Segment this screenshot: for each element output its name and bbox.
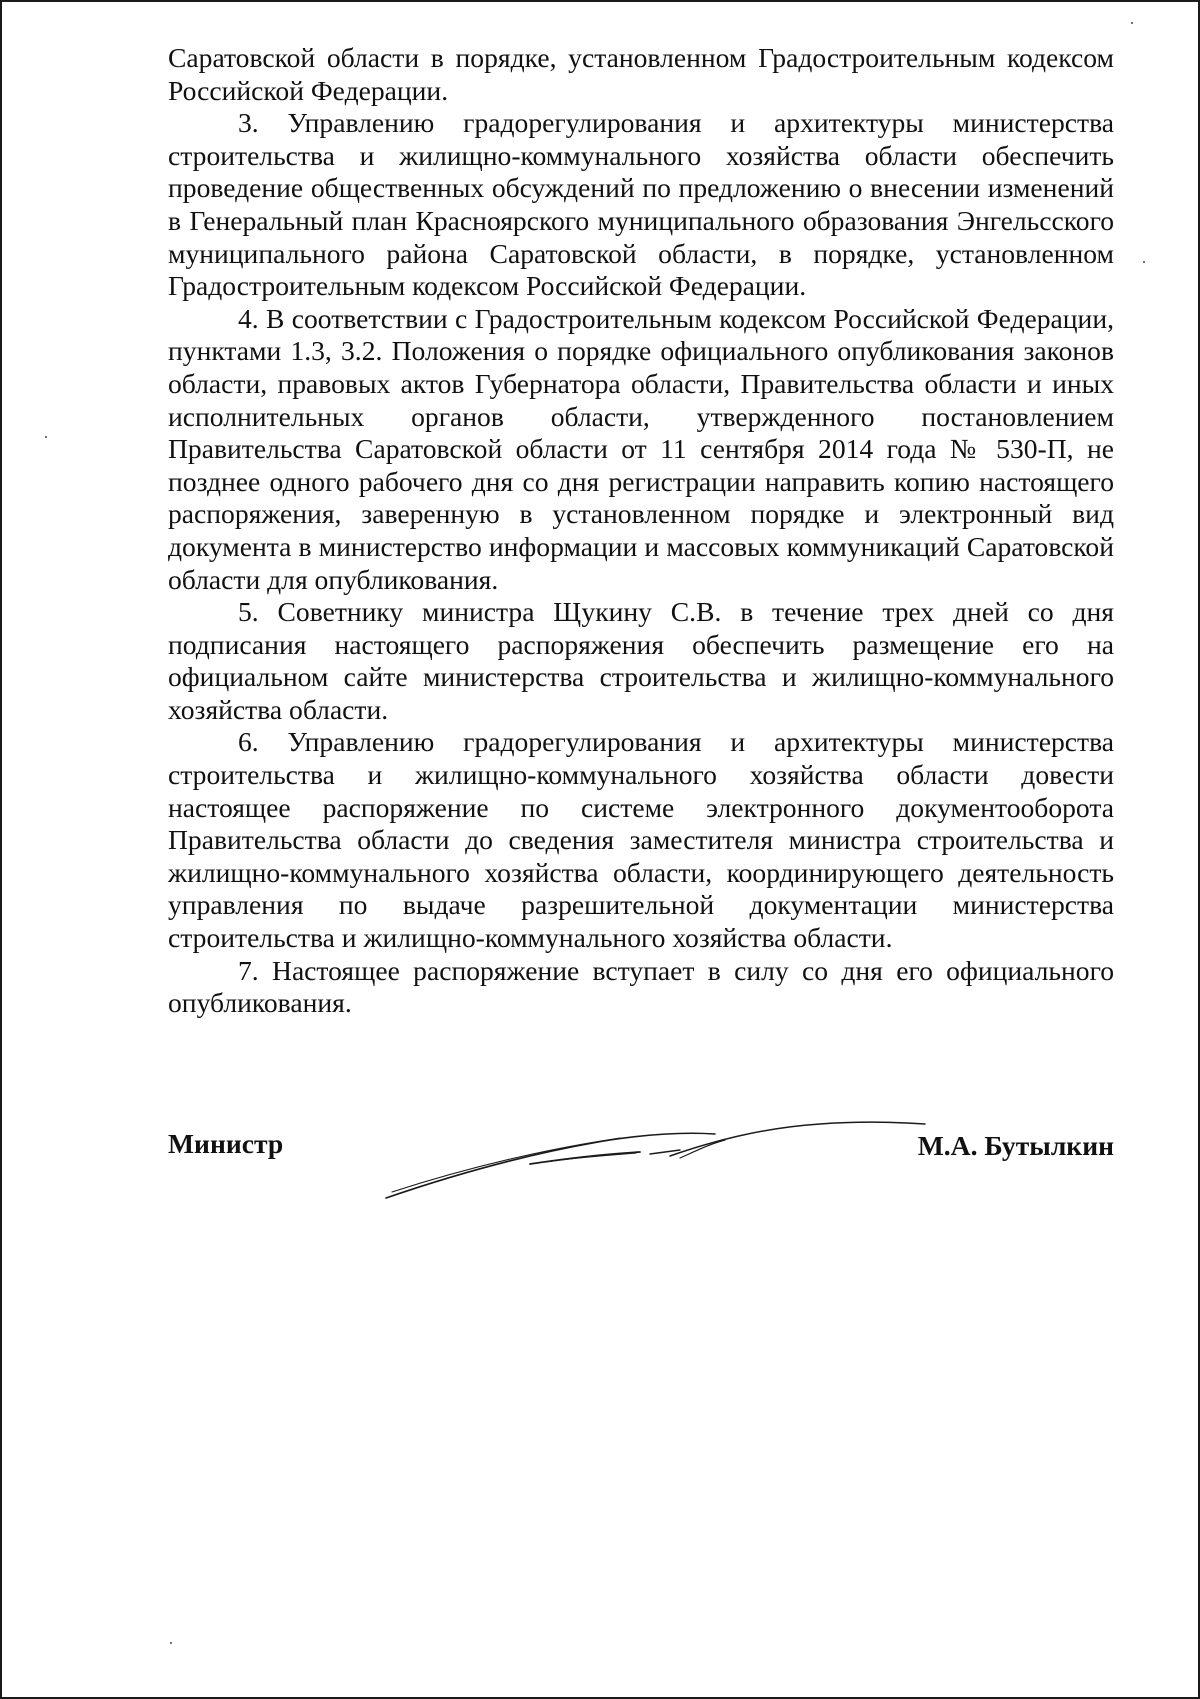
paragraph-item-6: 6. Управлению градорегулирования и архитектуры министерства строительства и жилищно-коммунального хозяйства области довести настоящее распоряжение по системе электронного документооборота Правительства области до сведения заместителя министра строительства и жилищно-коммунального хозяйства области, координирующего деятельность управления по выдаче разрешительной документации министерства строительства и жилищно-коммунального хозяйства области. [168, 726, 1114, 954]
document-body [168, 42, 1114, 1020]
paragraph-continuation: Саратовской области в порядке, установленном Градостроительным кодексом Российской Федерации. [168, 42, 1114, 106]
paragraph-item-7: 7. Настоящее распоряжение вступает в силу со дня его официального опубликования. [168, 954, 1114, 1019]
scan-speck [45, 436, 47, 438]
scan-speck [170, 1642, 172, 1644]
paragraph-item-5: 5. Советнику министра Щукину С.В. в течение трех дней со дня подписания настоящего распоряжения обеспечить размещение его на официальном сайте министерства строительства и жилищно-коммунального хозяйства области. [168, 596, 1114, 725]
handwritten-signature [380, 1098, 960, 1208]
signatory-name: М.А. Бутылкин [917, 1130, 1114, 1161]
paragraph-item-4: 4. В соответствии с Градостроительным кодексом Российской Федерации, пунктами 1.3, 3.2. Положения о порядке официального опубликования законов области, правовых актов Губернатора области, Правительства области и иных исполнительных органов области, утвержденного постановлением Правительства Саратовской области от 11 сентября 2014 года № 530-П, не позднее одного рабочего дня со дня регистрации направить копию настоящего распоряжения, заверенную в установленном порядке и электронный вид документа в министерство информации и массовых коммуникаций Саратовской области для опубликования. [168, 302, 1114, 595]
scan-speck [1131, 22, 1133, 24]
paragraph-item-3: 3. Управлению градорегулирования и архитектуры министерства строительства и жилищно-коммунального хозяйства области обеспечить проведение общественных обсуждений по предложению о внесении изменений в Генеральный план Красноярского муниципального образования Энгельсского муниципального района Саратовской области, в порядке, установленном Градостроительным кодексом Российской Федерации. [168, 107, 1114, 302]
signatory-title: Министр [168, 1128, 284, 1159]
scan-speck [1143, 261, 1145, 263]
